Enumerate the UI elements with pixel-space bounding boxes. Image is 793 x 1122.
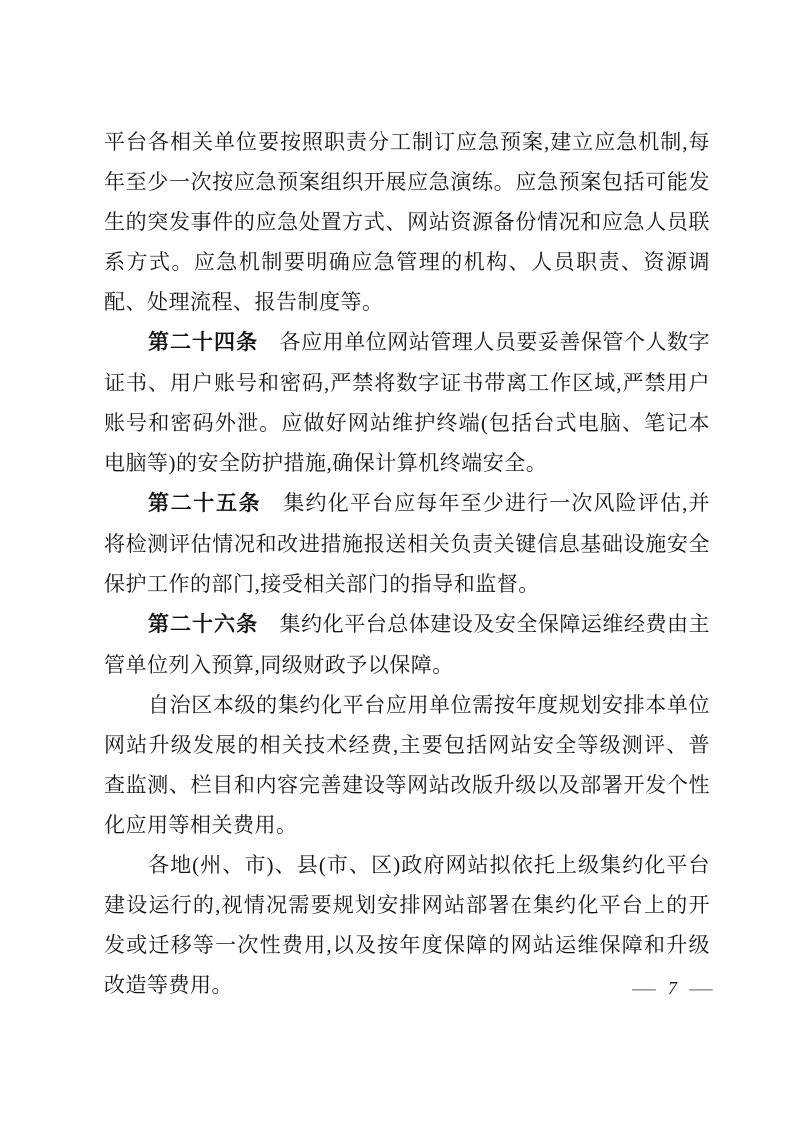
paragraph: 自治区本级的集约化平台应用单位需按年度规划安排本单位网站升级发展的相关技术经费,主要包括网站安全等级测评、普查监测、栏目和内容完善建设等网站改版升级以及部署开发个性化应用等相关费用。 bbox=[104, 693, 710, 837]
paragraph: 各地(州、市)、县(市、区)政府网站拟依托上级集约化平台建设运行的,视情况需要规划安排网站部署在集约化平台上的开发或迁移等一次性费用,以及按年度保障的网站运维保障和升级改造等费用。 bbox=[104, 853, 710, 997]
article-number: 第二十四条 bbox=[148, 331, 259, 354]
paragraph: 第二十五条 集约化平台应每年至少进行一次风险评估,并将检测评估情况和改进措施报送相关负责关键信息基础设施安全保护工作的部门,接受相关部门的指导和监督。 bbox=[104, 491, 710, 596]
document-body bbox=[104, 122, 713, 1005]
article-number: 第二十五条 bbox=[148, 492, 262, 515]
article-number: 第二十六条 bbox=[148, 613, 259, 636]
footer-dash-left: — bbox=[632, 978, 656, 998]
paragraph: 第二十六条 集约化平台总体建设及安全保障运维经费由主管单位列入预算,同级财政予以保障。 bbox=[104, 612, 711, 677]
footer-dash-right: — bbox=[689, 978, 713, 998]
page-footer bbox=[0, 978, 713, 999]
paragraph: 第二十四条 各应用单位网站管理人员要妥善保管个人数字证书、用户账号和密码,严禁将数字证书带离工作区域,严禁用户账号和密码外泄。应做好网站维护终端(包括台式电脑、笔记本电脑等)的安全防护措施,确保计算机终端安全。 bbox=[104, 330, 711, 475]
paragraph: 平台各相关单位要按照职责分工制订应急预案,建立应急机制,每年至少一次按应急预案组织开展应急演练。应急预案包括可能发生的突发事件的应急处置方式、网站资源备份情况和应急人员联系方式。应急机制要明确应急管理的机构、人员职责、资源调配、处理流程、报告制度等。 bbox=[104, 130, 710, 314]
page-number: 7 bbox=[668, 978, 677, 998]
